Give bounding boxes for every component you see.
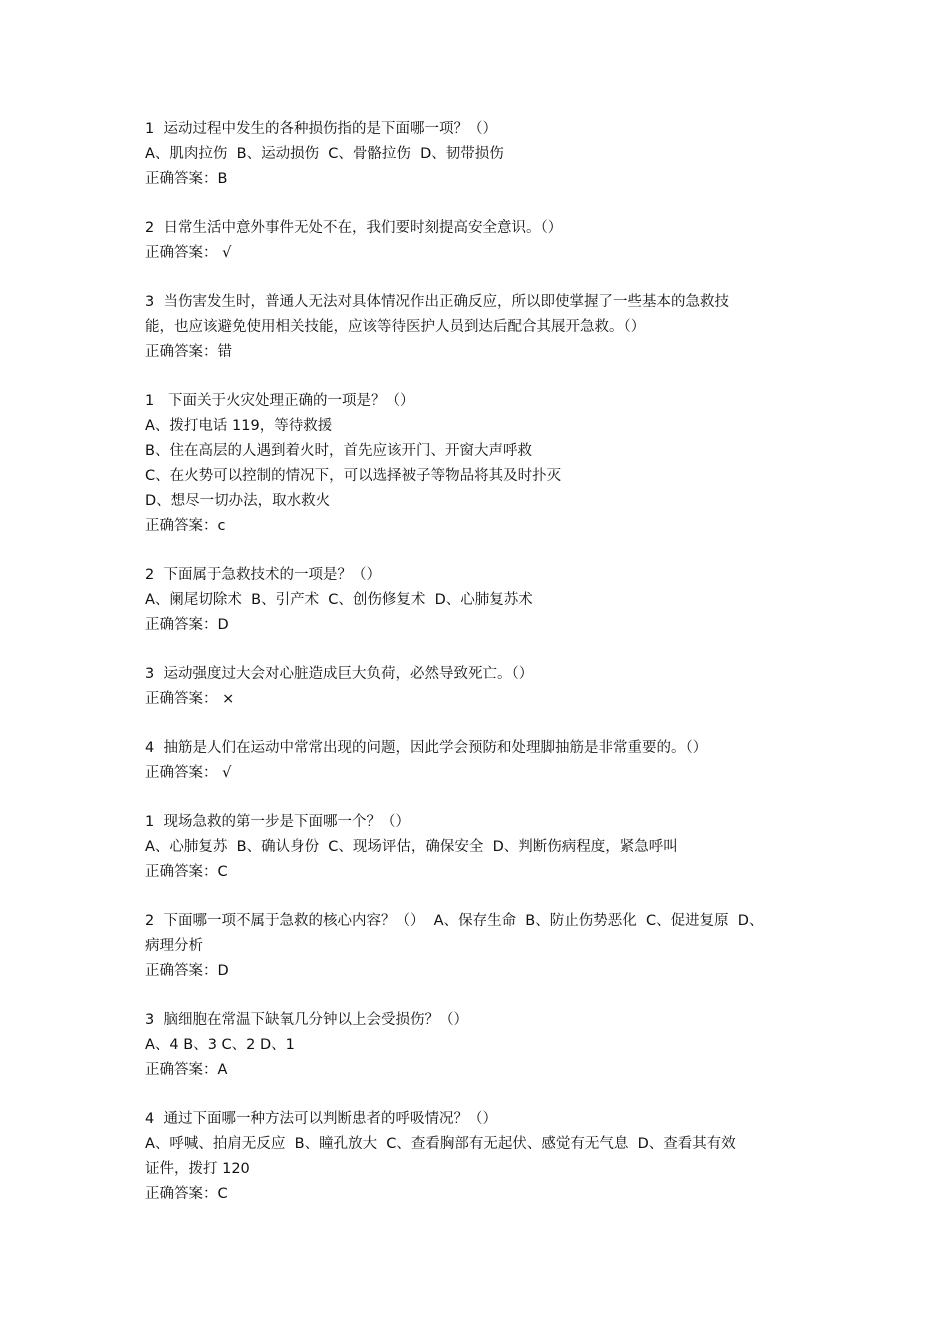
answer-text: 正确答案：C: [145, 1186, 228, 1202]
question-block: [145, 290, 815, 365]
options-text: A、肌肉拉伤 B、运动损伤 C、骨骼拉伤 D、韧带损伤: [145, 146, 504, 162]
answer-text: 正确答案： ×: [145, 691, 235, 707]
question-block: [145, 1107, 815, 1207]
question-text: 3 脑细胞在常温下缺氧几分钟以上会受损伤？（）: [145, 1012, 468, 1028]
answer-text: 正确答案：c: [145, 518, 226, 534]
options-text-continued: 病理分析: [145, 938, 203, 954]
question-block: [145, 117, 815, 192]
options-text: A、阑尾切除术 B、引产术 C、创伤修复术 D、心肺复苏术: [145, 592, 533, 608]
question-text: 2 下面属于急救技术的一项是？（）: [145, 567, 381, 583]
answer-text: 正确答案： √: [145, 765, 232, 781]
answer-text: 正确答案：错: [145, 344, 232, 360]
question-text: 4 通过下面哪一种方法可以判断患者的呼吸情况？（）: [145, 1111, 497, 1127]
question-block: [145, 909, 815, 984]
question-text: 1 运动过程中发生的各种损伤指的是下面哪一项？（）: [145, 121, 497, 137]
options-text: A、心肺复苏 B、确认身份 C、现场评估，确保安全 D、判断伤病程度，紧急呼叫: [145, 839, 678, 855]
question-text: 3 当伤害发生时，普通人无法对具体情况作出正确反应，所以即使掌握了一些基本的急救技: [145, 294, 729, 310]
answer-text: 正确答案：B: [145, 171, 228, 187]
option-b: B、住在高层的人遇到着火时，首先应该开门、开窗大声呼救: [145, 443, 532, 459]
answer-text: 正确答案：C: [145, 864, 228, 880]
question-block: [145, 662, 815, 712]
question-block: [145, 1008, 815, 1083]
answer-text: 正确答案：D: [145, 963, 229, 979]
options-text-continued: 证件，拨打 120: [145, 1161, 250, 1177]
question-block: [145, 216, 815, 266]
document-page: [145, 117, 815, 1231]
options-text: A、4 B、3 C、2 D、1: [145, 1037, 295, 1053]
option-c: C、在火势可以控制的情况下，可以选择被子等物品将其及时扑灭: [145, 468, 562, 484]
option-a: A、拨打电话 119，等待救援: [145, 418, 333, 434]
question-block: [145, 389, 815, 539]
option-d: D、想尽一切办法，取水救火: [145, 493, 331, 509]
question-block: [145, 563, 815, 638]
answer-text: 正确答案： √: [145, 245, 232, 261]
options-text: A、呼喊、拍肩无反应 B、瞳孔放大 C、查看胸部有无起伏、感觉有无气息 D、查看其有效: [145, 1136, 736, 1152]
question-block: [145, 810, 815, 885]
question-text: 1 下面关于火灾处理正确的一项是？（）: [145, 393, 415, 409]
answer-text: 正确答案：A: [145, 1062, 228, 1078]
question-block: [145, 736, 815, 786]
question-text: 2 下面哪一项不属于急救的核心内容？（） A、保存生命 B、防止伤势恶化 C、促进复原 D、: [145, 913, 764, 929]
question-text: 4 抽筋是人们在运动中常常出现的问题，因此学会预防和处理脚抽筋是非常重要的。（）: [145, 740, 708, 756]
question-text: 1 现场急救的第一步是下面哪一个？（）: [145, 814, 410, 830]
question-text: 3 运动强度过大会对心脏造成巨大负荷，必然导致死亡。（）: [145, 666, 534, 682]
question-text-continued: 能，也应该避免使用相关技能，应该等待医护人员到达后配合其展开急救。（）: [145, 319, 646, 335]
answer-text: 正确答案：D: [145, 617, 229, 633]
question-text: 2 日常生活中意外事件无处不在，我们要时刻提高安全意识。（）: [145, 220, 563, 236]
